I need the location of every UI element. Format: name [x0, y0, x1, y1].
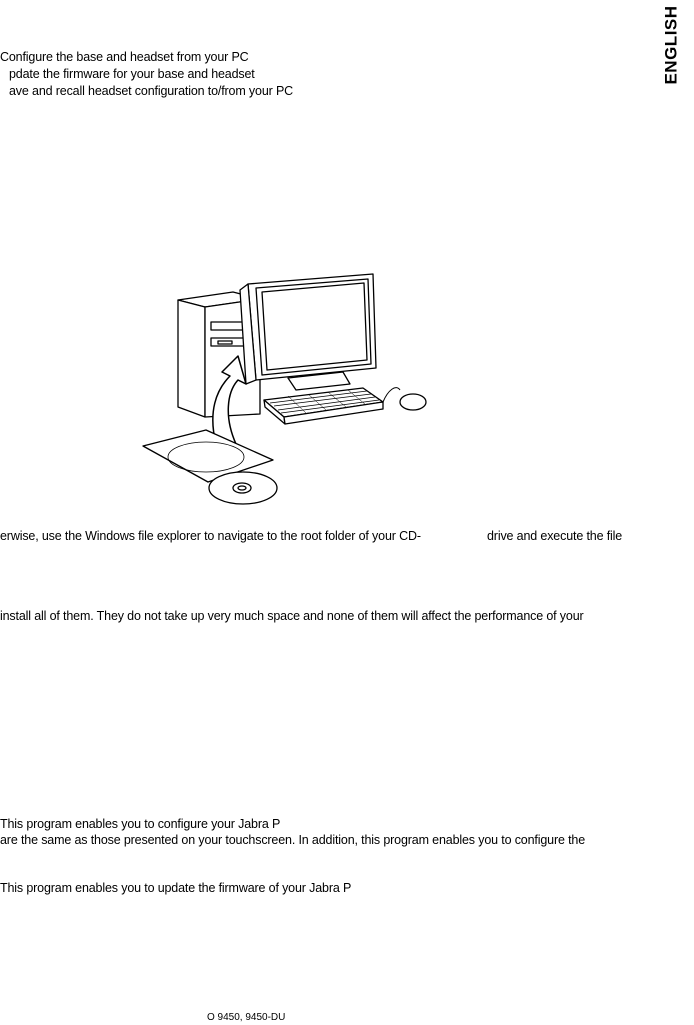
cd-disc-icon — [209, 472, 277, 504]
install-instruction-start: erwise, use the Windows file explorer to navigate to the root folder of your CD- — [0, 529, 421, 543]
feature-save-recall: ave and recall headset configuration to/from your PC — [9, 84, 294, 98]
feature-update-firmware: pdate the firmware for your base and headset — [9, 67, 255, 81]
firmware-program-description: This program enables you to update the firmware of your Jabra P — [0, 881, 352, 895]
pc-cd-install-illustration — [138, 272, 438, 512]
feature-configure: Configure the base and headset from your PC — [0, 50, 249, 64]
install-instruction-end: drive and execute the file — [487, 529, 623, 543]
install-components-note: install all of them. They do not take up very much space and none of them will affect the performance of your — [0, 609, 584, 623]
page-footer: O 9450, 9450-DU — [207, 1012, 286, 1023]
config-program-description: This program enables you to configure your Jabra P — [0, 817, 281, 831]
monitor-icon — [240, 274, 376, 390]
language-label: ENGLISH — [661, 5, 681, 85]
config-program-detail: are the same as those presented on your touchscreen. In addition, this program enables you to configure the — [0, 833, 586, 847]
mouse-icon — [383, 388, 426, 410]
keyboard-icon — [264, 388, 383, 424]
